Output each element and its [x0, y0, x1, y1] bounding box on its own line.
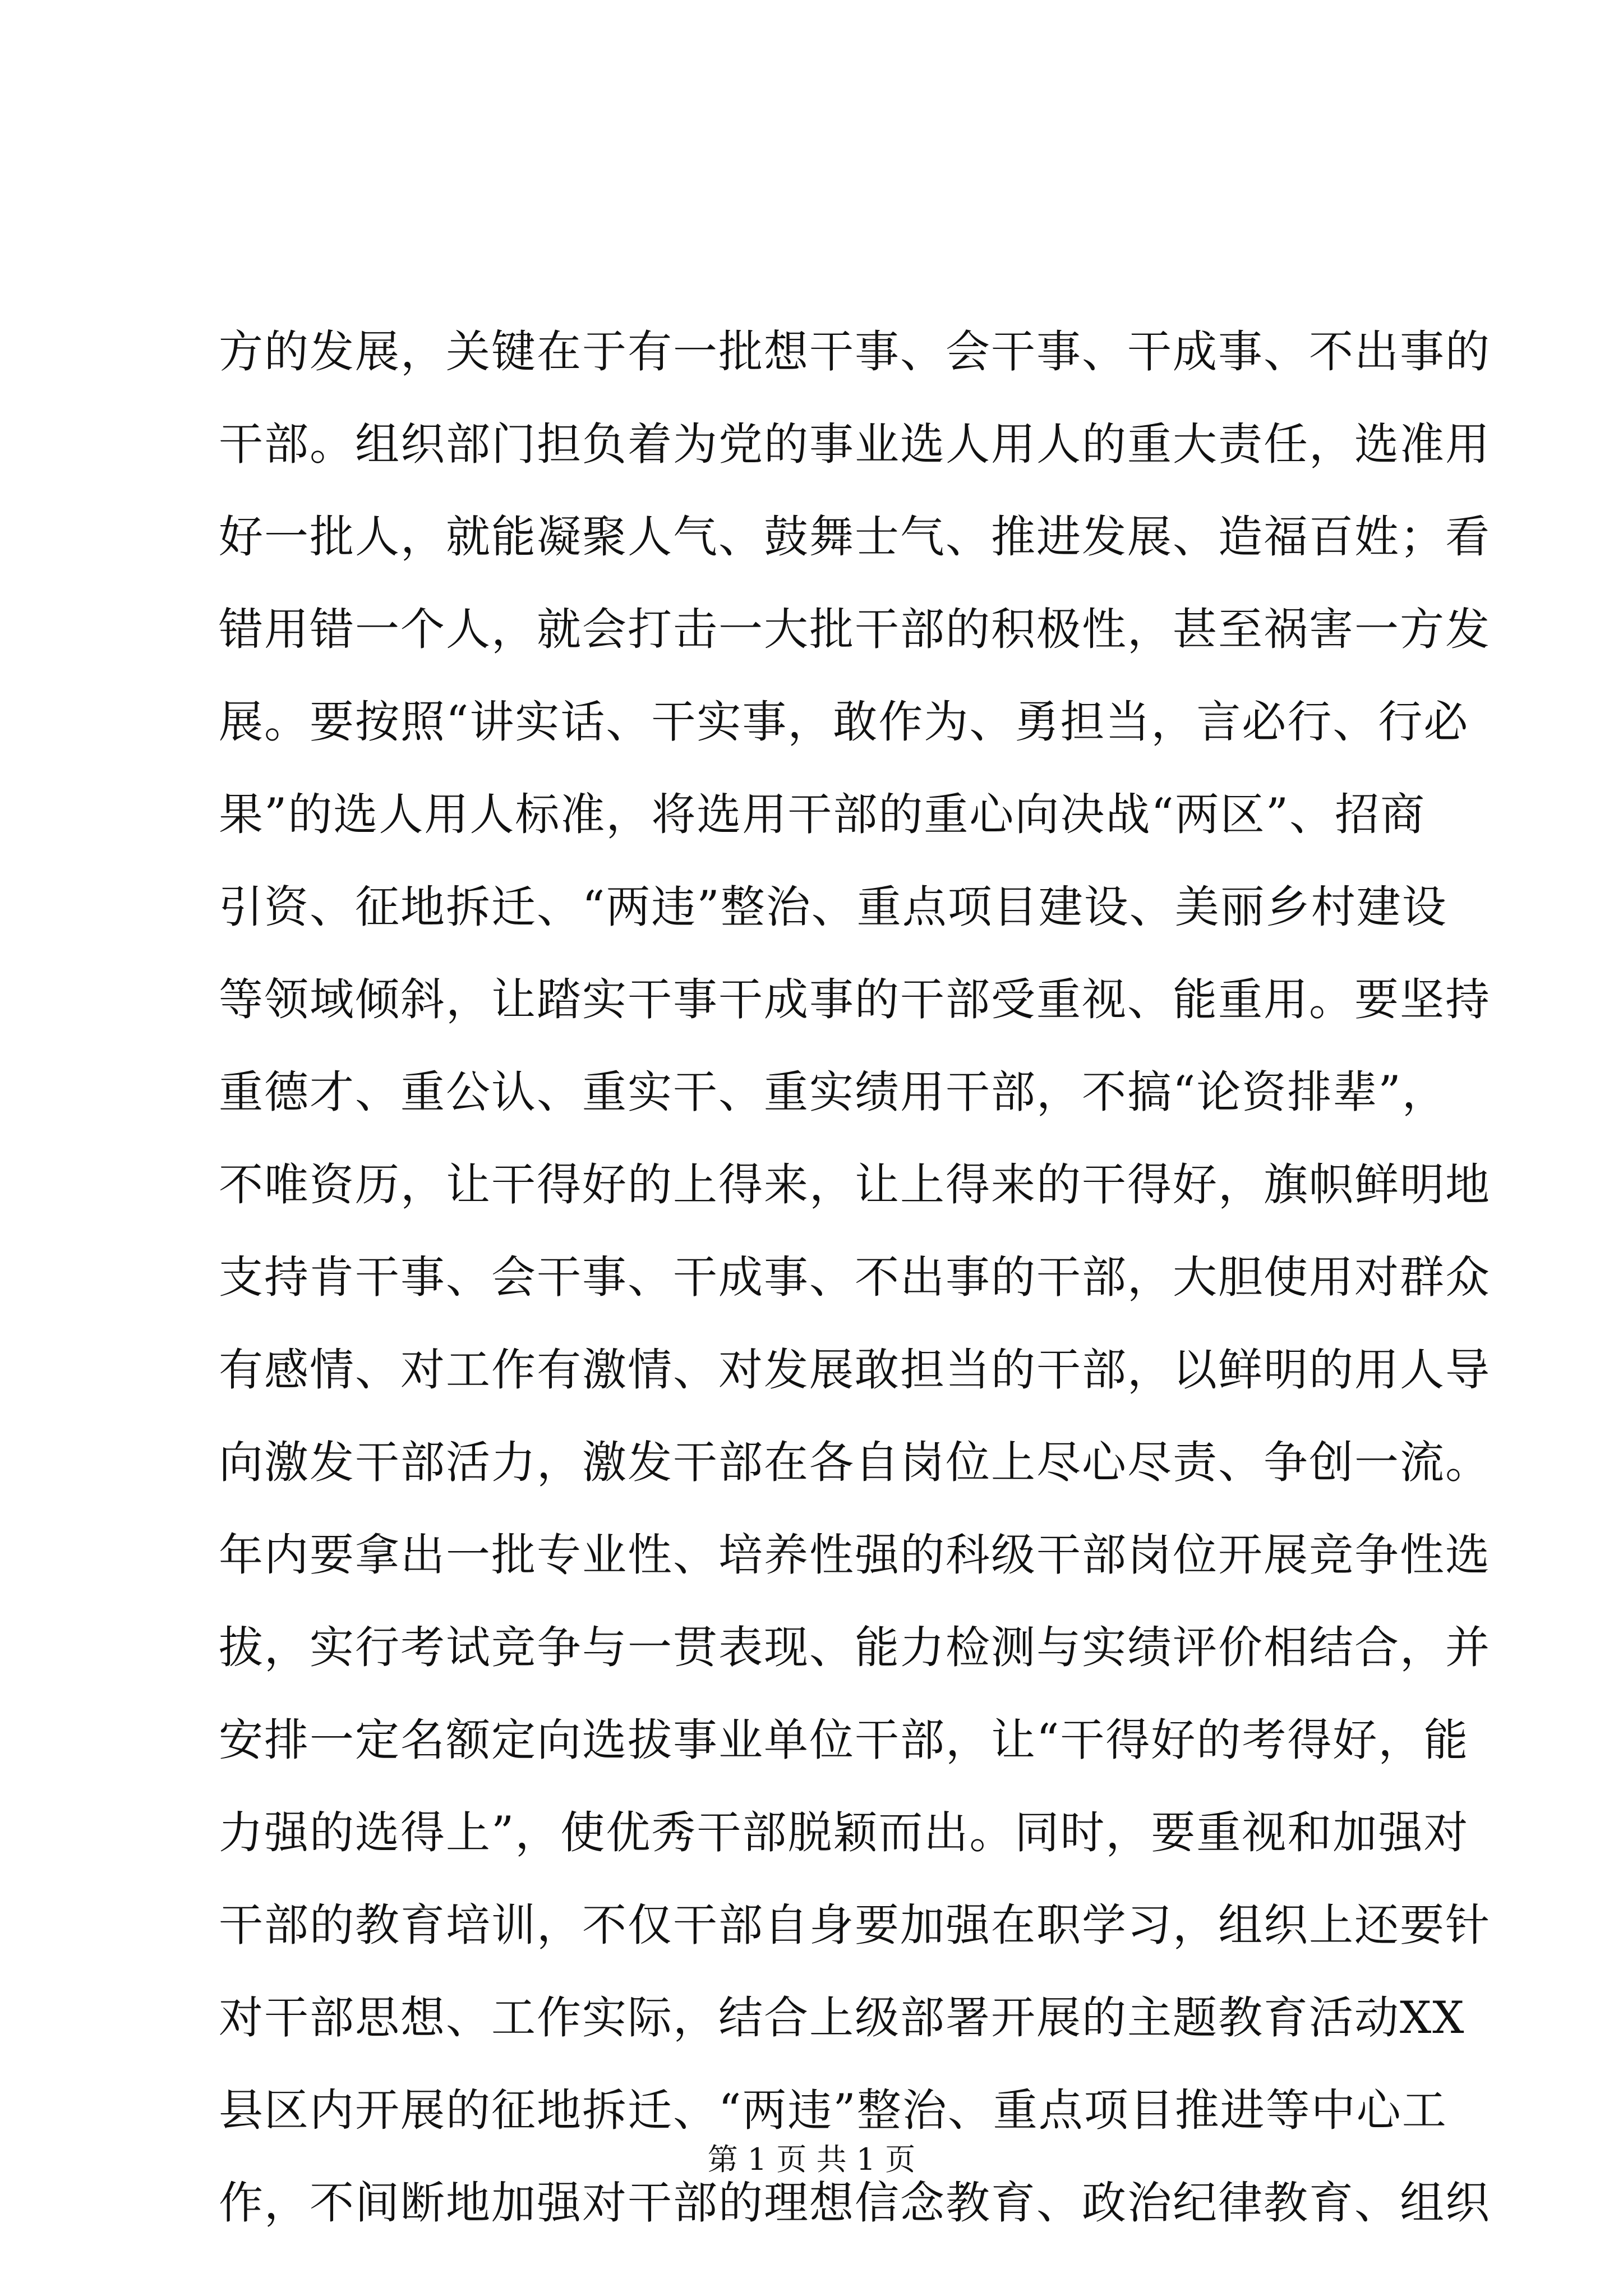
text-line: 好一批人，就能凝聚人气、鼓舞士气、推进发展、造福百姓；看: [219, 511, 1491, 563]
text-line: 展。要按照“讲实话、干实事，敢作为、勇担当，言必行、行必: [219, 696, 1469, 748]
text-line: 县区内开展的征地拆迁、“两违”整治、重点项目推进等中心工: [219, 2085, 1447, 2136]
text-line: 果”的选人用人标准，将选用干部的重心向决战“两区”、招商: [219, 789, 1426, 840]
text-line: 作，不间断地加强对干部的理想信念教育、政治纪律教育、组织: [219, 2177, 1491, 2229]
document-body: [219, 306, 1491, 2249]
page-number-label: 第 1 页 共 1 页: [707, 2142, 916, 2177]
text-line: 力强的选得上”，使优秀干部脱颖而出。同时，要重视和加强对: [219, 1807, 1469, 1858]
text-line: 干部。组织部门担负着为党的事业选人用人的重大责任，选准用: [219, 418, 1491, 470]
page-footer: [0, 2140, 1623, 2179]
text-line: 有感情、对工作有激情、对发展敢担当的干部，以鲜明的用人导: [219, 1344, 1491, 1396]
text-line: 方的发展，关键在于有一批想干事、会干事、干成事、不出事的: [219, 326, 1491, 378]
text-line: 引资、征地拆迁、“两违”整治、重点项目建设、美丽乡村建设: [219, 881, 1447, 933]
text-line: 重德才、重公认、重实干、重实绩用干部，不搞“论资排辈”，: [219, 1066, 1447, 1118]
text-line: 干部的教育培训，不仅干部自身要加强在职学习，组织上还要针: [219, 1899, 1491, 1951]
text-line: 对干部思想、工作实际，结合上级部署开展的主题教育活动XX: [219, 1992, 1465, 2044]
text-line: 年内要拿出一批专业性、培养性强的科级干部岗位开展竞争性选: [219, 1529, 1491, 1581]
text-line: 拔，实行考试竞争与一贯表现、能力检测与实绩评价相结合，并: [219, 1622, 1491, 1673]
text-line: 安排一定名额定向选拔事业单位干部，让“干得好的考得好，能: [219, 1714, 1469, 1766]
text-line: 支持肯干事、会干事、干成事、不出事的干部，大胆使用对群众: [219, 1251, 1491, 1303]
text-line: 等领域倾斜，让踏实干事干成事的干部受重视、能重用。要坚持: [219, 974, 1491, 1025]
text-line: 不唯资历，让干得好的上得来，让上得来的干得好，旗帜鲜明地: [219, 1159, 1491, 1211]
text-line: 向激发干部活力，激发干部在各自岗位上尽心尽责、争创一流。: [219, 1437, 1491, 1488]
text-line: 错用错一个人，就会打击一大批干部的积极性，甚至祸害一方发: [219, 604, 1491, 655]
